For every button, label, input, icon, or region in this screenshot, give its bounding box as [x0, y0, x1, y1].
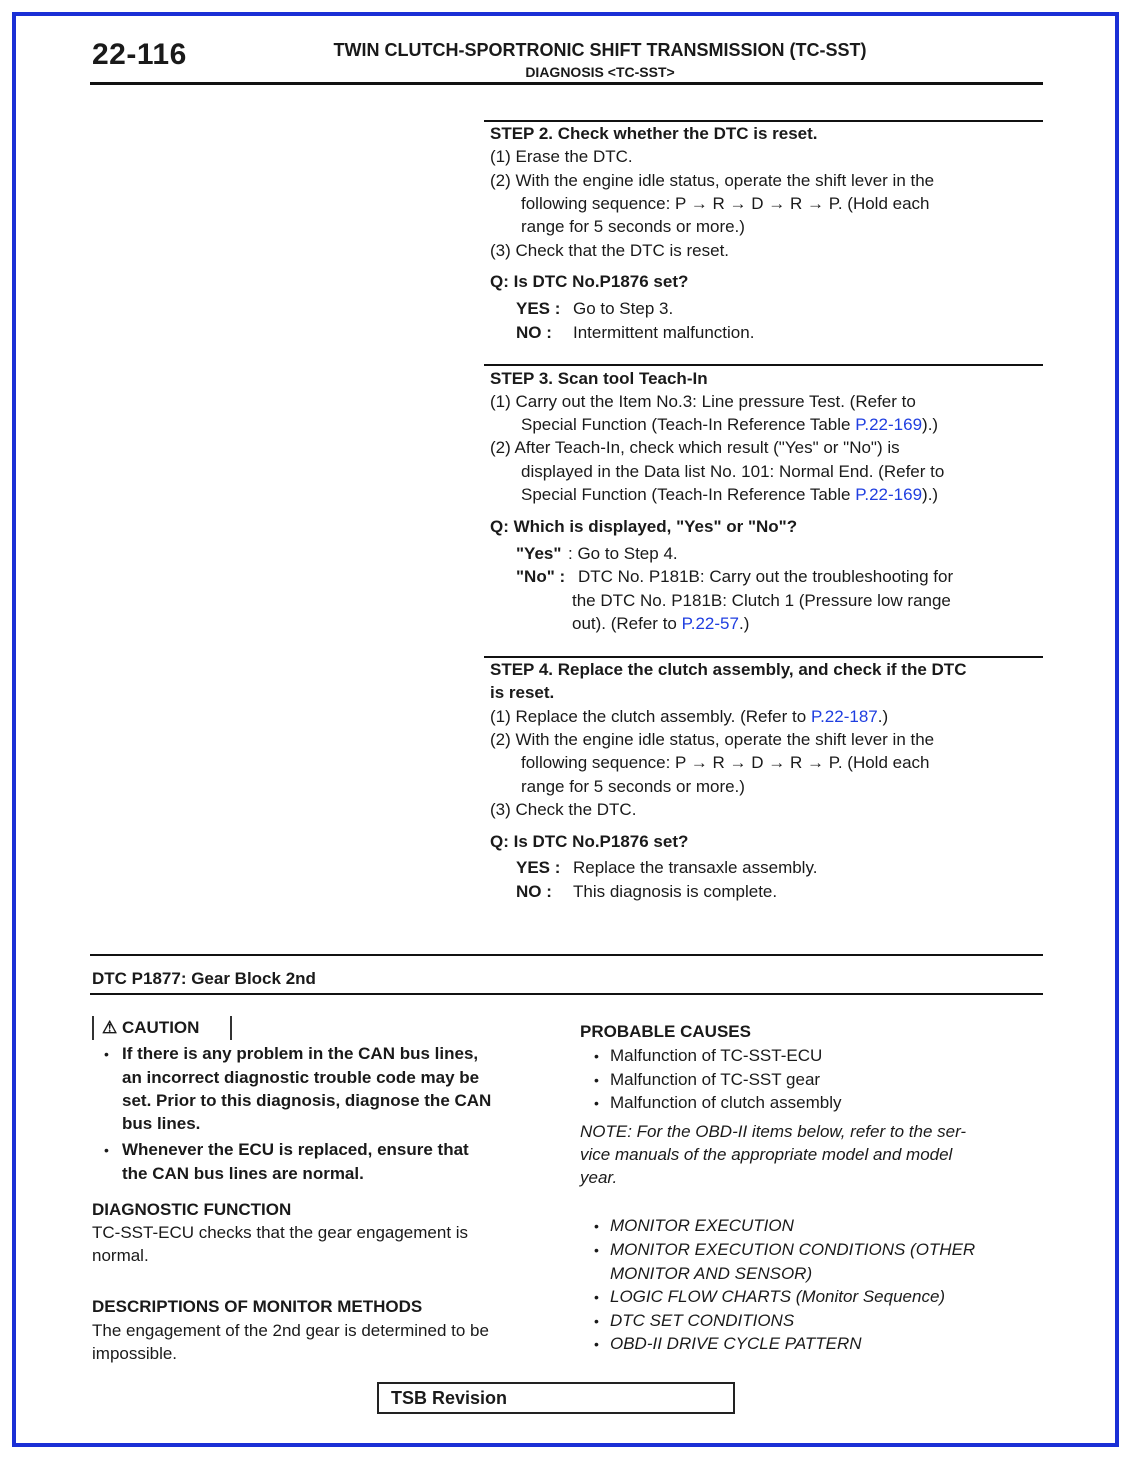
caution-b1-line4: bus lines.	[122, 1114, 201, 1133]
probable-cause-item: Malfunction of clutch assembly	[610, 1093, 842, 1112]
diagnostic-function-line1: TC-SST-ECU checks that the gear engagement is	[92, 1223, 469, 1242]
step3-item1-line1: (1) Carry out the Item No.3: Line pressure Test. (Refer to	[490, 392, 916, 411]
step3-item2-line2: displayed in the Data list No. 101: Normal End. (Refer to	[521, 462, 945, 481]
step2-title: STEP 2. Check whether the DTC is reset.	[490, 124, 818, 143]
probable-cause-item: Malfunction of TC-SST gear	[610, 1070, 821, 1089]
obd-item-conditions-line1: MONITOR EXECUTION CONDITIONS (OTHER	[610, 1240, 976, 1259]
step2-no-label: NO :	[516, 323, 552, 342]
step4-item2-line1: (2) With the engine idle status, operate the shift lever in the	[490, 730, 935, 749]
note-line1: NOTE: For the OBD-II items below, refer to the ser-	[580, 1122, 967, 1141]
bullet-icon: •	[104, 1046, 109, 1062]
tsb-revision-box: TSB Revision	[377, 1382, 735, 1414]
obd-item-drive-cycle: OBD-II DRIVE CYCLE PATTERN	[610, 1334, 862, 1353]
step4-item2-line3: range for 5 seconds or more.)	[521, 777, 745, 796]
step4-yes-text: Replace the transaxle assembly.	[573, 858, 818, 877]
step2-question: Q: Is DTC No.P1876 set?	[490, 272, 689, 291]
step2-item3: (3) Check that the DTC is reset.	[490, 241, 730, 260]
warning-triangle-icon: ⚠	[102, 1018, 118, 1037]
probable-causes-heading: PROBABLE CAUSES	[580, 1022, 751, 1041]
page-title: TWIN CLUTCH-SPORTRONIC SHIFT TRANSMISSION (TC-SST)	[333, 40, 867, 60]
dtc-rule-bottom	[90, 993, 1043, 995]
caution-b2-line1: Whenever the ECU is replaced, ensure that	[122, 1140, 469, 1159]
step3-rule	[484, 364, 1043, 366]
step4-title-line1: STEP 4. Replace the clutch assembly, and check if the DTC	[490, 660, 967, 679]
step3-item2-line1: (2) After Teach-In, check which result ("Yes" or "No") is	[490, 438, 900, 457]
step4-item1: (1) Replace the clutch assembly. (Refer to P.22-187.)	[490, 707, 889, 726]
note-line2: vice manuals of the appropriate model and model	[580, 1145, 953, 1164]
step2-item2-line1: (2) With the engine idle status, operate the shift lever in the	[490, 171, 935, 190]
diagnostic-function-line2: normal.	[92, 1246, 149, 1265]
bullet-icon: •	[594, 1289, 599, 1305]
header-rule	[90, 82, 1043, 85]
step3-title: STEP 3. Scan tool Teach-In	[490, 369, 708, 388]
step3-no-text-line3: out). (Refer to P.22-57.)	[572, 614, 750, 633]
step4-item3: (3) Check the DTC.	[490, 800, 637, 819]
step3-item1-line2: Special Function (Teach-In Reference Table P.22-169).)	[521, 415, 939, 434]
step2-no-text: Intermittent malfunction.	[573, 323, 755, 342]
obd-item-logic-flow: LOGIC FLOW CHARTS (Monitor Sequence)	[610, 1287, 946, 1306]
caution-label: CAUTION	[121, 1018, 200, 1037]
bullet-icon: •	[594, 1313, 599, 1329]
step4-question: Q: Is DTC No.P1876 set?	[490, 832, 689, 851]
obd-item-dtc-set: DTC SET CONDITIONS	[610, 1311, 795, 1330]
step3-no-link[interactable]: P.22-57	[681, 614, 739, 633]
step3-no-label: "No" :	[516, 567, 566, 586]
step3-question: Q: Which is displayed, "Yes" or "No"?	[490, 517, 798, 536]
step2-item2-line2: following sequence: P → R → D → R → P. (Hold each	[521, 194, 930, 213]
monitor-methods-heading: DESCRIPTIONS OF MONITOR METHODS	[92, 1297, 423, 1316]
caution-b1-line1: If there is any problem in the CAN bus lines,	[122, 1044, 479, 1063]
obd-item-monitor-execution: MONITOR EXECUTION	[610, 1216, 794, 1235]
step3-yes-label: "Yes"	[516, 544, 562, 563]
step4-item1-link[interactable]: P.22-187	[810, 707, 878, 726]
step4-no-label: NO :	[516, 882, 552, 901]
bullet-icon: •	[594, 1095, 599, 1111]
step3-item2-line3: Special Function (Teach-In Reference Table P.22-169).)	[521, 485, 939, 504]
step2-item2-line3: range for 5 seconds or more.)	[521, 217, 745, 236]
step3-item2-link[interactable]: P.22-169	[855, 485, 923, 504]
step4-yes-label: YES :	[516, 858, 561, 877]
caution-b1-line2: an incorrect diagnostic trouble code may be	[122, 1068, 480, 1087]
bullet-icon: •	[104, 1142, 109, 1158]
obd-item-conditions-line2: MONITOR AND SENSOR)	[610, 1264, 813, 1283]
step2-item1: (1) Erase the DTC.	[490, 147, 633, 166]
step2-yes-label: YES :	[516, 299, 561, 318]
step3-no-text-line2: the DTC No. P181B: Clutch 1 (Pressure low range	[572, 591, 951, 610]
step2-yes-text: Go to Step 3.	[573, 299, 674, 318]
dtc-title: DTC P1877: Gear Block 2nd	[92, 969, 316, 988]
bullet-icon: •	[594, 1218, 599, 1234]
probable-cause-item: Malfunction of TC-SST-ECU	[610, 1046, 823, 1065]
bullet-icon: •	[594, 1072, 599, 1088]
page-subtitle: DIAGNOSIS <TC-SST>	[525, 64, 675, 80]
step3-no-text-line1: DTC No. P181B: Carry out the troubleshooting for	[578, 567, 954, 586]
bullet-icon: •	[594, 1242, 599, 1258]
dtc-rule-top	[90, 954, 1043, 956]
caution-label-box	[92, 1016, 232, 1040]
step4-no-text: This diagnosis is complete.	[573, 882, 778, 901]
bullet-icon: •	[594, 1336, 599, 1352]
caution-b1-line3: set. Prior to this diagnosis, diagnose the CAN	[122, 1091, 492, 1110]
note-line3: year.	[580, 1168, 618, 1187]
monitor-methods-line2: impossible.	[92, 1344, 178, 1363]
step3-item1-link[interactable]: P.22-169	[855, 415, 923, 434]
monitor-methods-line1: The engagement of the 2nd gear is determined to be	[92, 1321, 489, 1340]
caution-b2-line2: the CAN bus lines are normal.	[122, 1164, 364, 1183]
bullet-icon: •	[594, 1048, 599, 1064]
step4-title-line2: is reset.	[490, 683, 555, 702]
diagnostic-function-heading: DIAGNOSTIC FUNCTION	[92, 1200, 292, 1219]
step4-item2-line2: following sequence: P → R → D → R → P. (Hold each	[521, 753, 930, 772]
page-number: 22-116	[92, 38, 187, 71]
step3-yes-text: : Go to Step 4.	[568, 544, 678, 563]
